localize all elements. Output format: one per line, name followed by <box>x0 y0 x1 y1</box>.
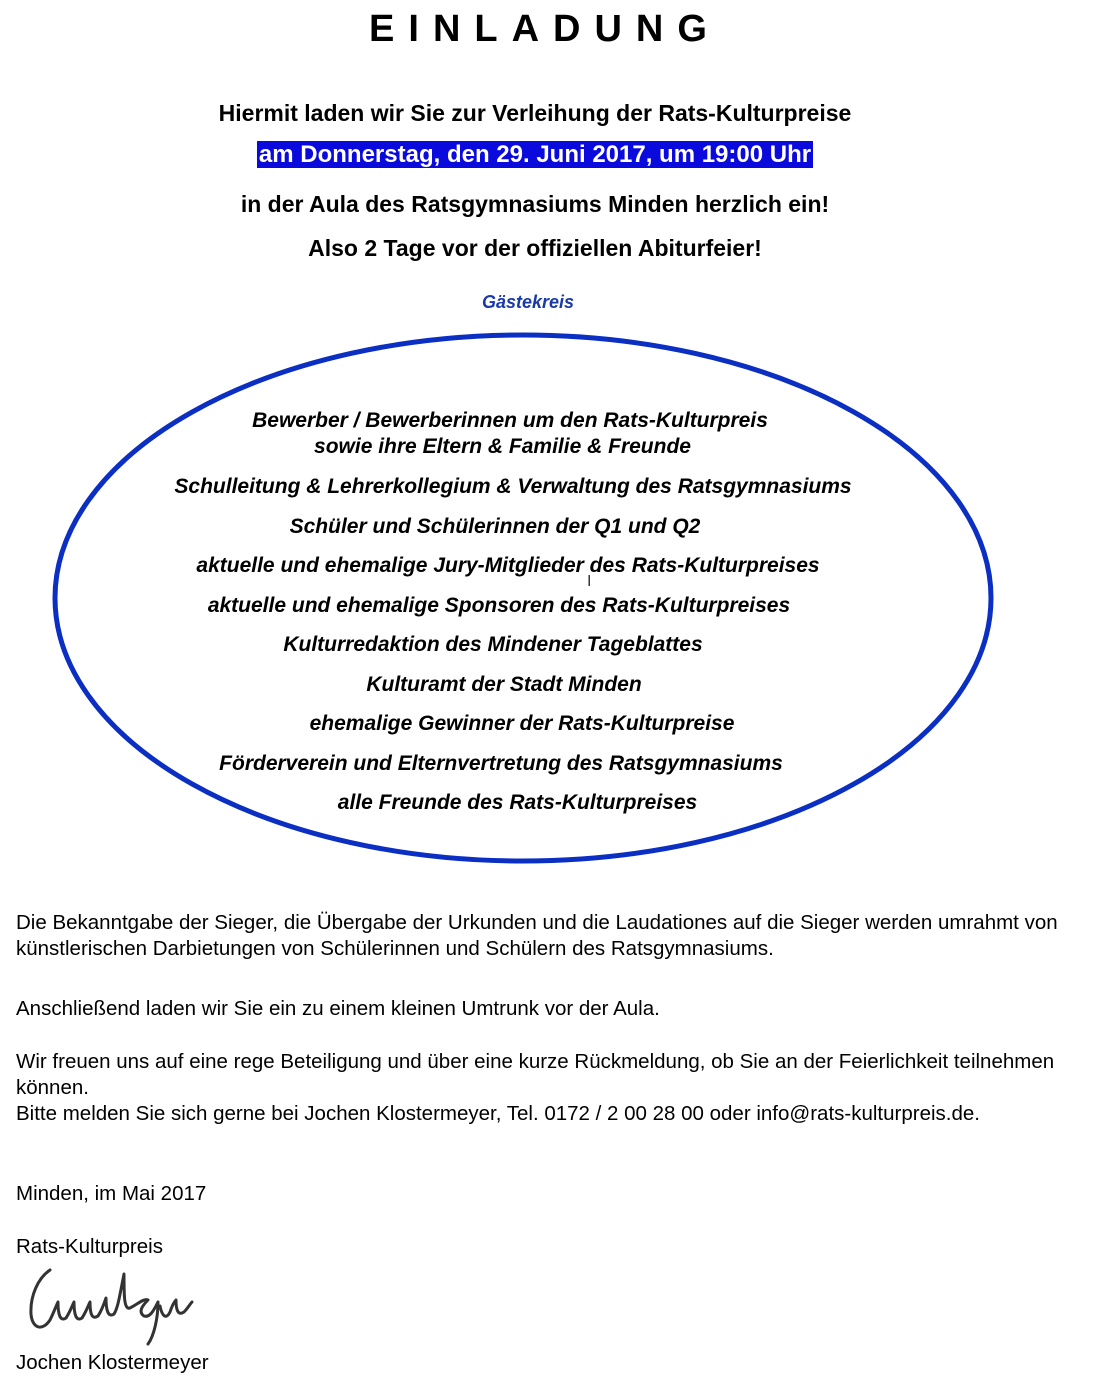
intro-line-3: in der Aula des Ratsgymnasiums Minden herzlich ein! <box>240 191 830 217</box>
intro-line-1: Hiermit laden wir Sie zur Verleihung der Rats-Kulturpreise <box>218 100 852 126</box>
guest-item-4: Schüler und Schülerinnen der Q1 und Q2 <box>289 515 701 538</box>
guest-item-11: alle Freunde des Rats-Kulturpreises <box>337 791 698 814</box>
guest-circle-heading: Gästekreis <box>481 292 575 312</box>
paragraph-rsvp: Wir freuen uns auf eine rege Beteiligung und über eine kurze Rückmeldung, ob Sie an der Feierlichkeit teilnehmen können. <box>16 1050 1055 1099</box>
guest-item-6: aktuelle und ehemalige Sponsoren des Rats-Kulturpreises <box>207 594 791 617</box>
guest-item-7: Kulturredaktion des Mindener Tageblattes <box>283 633 703 656</box>
guest-item-2: sowie ihre Eltern & Familie & Freunde <box>314 435 691 458</box>
guest-item-5: aktuelle und ehemalige Jury-Mitglieder des Rats-Kulturpreises <box>196 554 820 577</box>
handwritten-signature <box>20 1262 195 1347</box>
guest-item-8: Kulturamt der Stadt Minden <box>366 673 642 696</box>
paragraph-contact: Bitte melden Sie sich gerne bei Jochen Klostermeyer, Tel. 0172 / 2 00 28 00 oder info@rats-kulturpreis.de. <box>16 1102 980 1125</box>
organization-name: Rats-Kulturpreis <box>16 1235 163 1258</box>
paragraph-program: Die Bekanntgabe der Sieger, die Übergabe der Urkunden und die Laudationes auf die Sieger werden umrahmt von künstlerischen Darbietungen von Schülerinnen und Schülern des Ratsgymnasiums. <box>16 911 1058 960</box>
guest-item-1: Bewerber / Bewerberinnen um den Rats-Kulturpreis <box>252 409 768 432</box>
signer-name: Jochen Klostermeyer <box>16 1351 209 1374</box>
invitation-title: EINLADUNG <box>369 8 721 50</box>
place-date: Minden, im Mai 2017 <box>16 1182 207 1205</box>
intro-line-4: Also 2 Tage vor der offiziellen Abiturfeier! <box>308 235 762 261</box>
text-cursor-icon: I <box>587 573 592 590</box>
guest-item-10: Förderverein und Elternvertretung des Ratsgymnasiums <box>219 752 783 775</box>
paragraph-reception: Anschließend laden wir Sie ein zu einem kleinen Umtrunk vor der Aula. <box>16 997 660 1020</box>
guest-item-9: ehemalige Gewinner der Rats-Kulturpreise <box>309 712 735 735</box>
event-date-highlight: am Donnerstag, den 29. Juni 2017, um 19:00 Uhr <box>258 141 812 168</box>
guest-item-3: Schulleitung & Lehrerkollegium & Verwaltung des Ratsgymnasiums <box>174 475 852 498</box>
